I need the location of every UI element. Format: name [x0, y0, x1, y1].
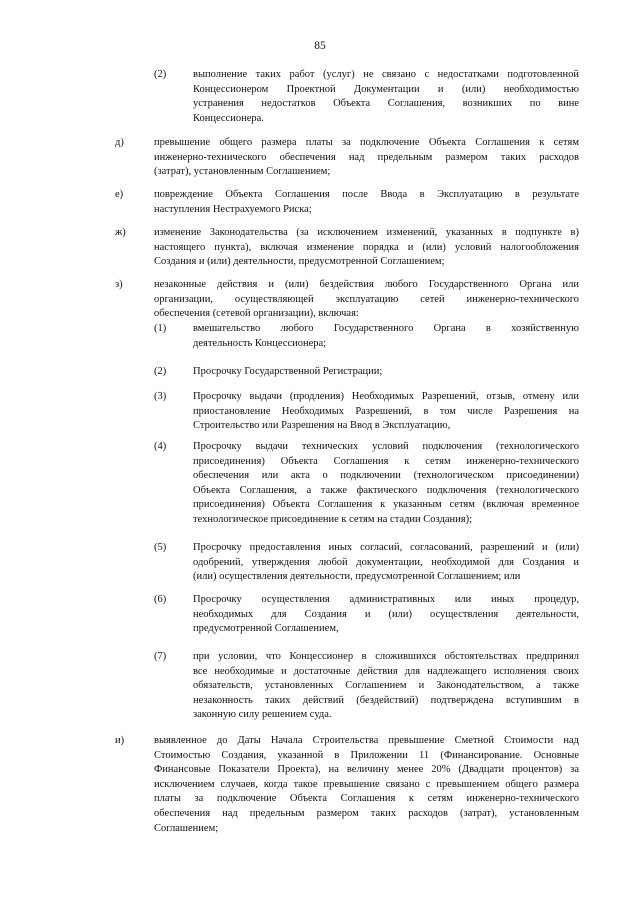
text-line: обеспечения или акта о подключении (технологическом присоединении)	[193, 470, 579, 482]
text-line: Соглашением;	[154, 822, 219, 834]
list-item-text	[154, 278, 579, 322]
list-item-marker: (5)	[154, 542, 167, 553]
list-item-marker: ж)	[115, 227, 126, 238]
text-line: обеспечения (сетевой организации), включая:	[154, 308, 359, 320]
page-number: 85	[314, 40, 326, 52]
text-line: настоящего пункта), включая изменение порядка и (или) условий налогообложения	[154, 241, 579, 253]
text-line: инженерно-технического обеспечения над предельным размером таких расходов	[154, 151, 579, 163]
text-line: деятельность Концессионера;	[193, 337, 327, 349]
text-line: наступления Нестрахуемого Риска;	[154, 203, 312, 215]
text-line: организации, осуществляющей эксплуатацию сетей инженерно-технического	[154, 293, 579, 305]
text-line: Просрочку предоставления иных согласий, согласований, разрешений и (или)	[193, 542, 579, 553]
text-line: законную силу решением суда.	[193, 709, 332, 721]
text-line: предусмотренной Соглашением,	[193, 623, 339, 635]
text-line: обязательств, установленных Соглашением и Законодательством, а также	[193, 680, 579, 692]
text-line: все необходимые и достаточные действия для надлежащего исполнения своих	[193, 665, 579, 677]
list-item-text	[193, 541, 579, 585]
text-line: Строительство или Разрешения на Ввод в Эксплуатацию,	[193, 420, 451, 432]
text-line: платы за подключение Объекта Соглашения к сетям инженерно-технического	[154, 793, 579, 805]
text-line: Создания и (или) деятельности, предусмотренной Соглашением;	[154, 256, 445, 268]
list-item-text	[154, 136, 579, 180]
list-item-text	[193, 68, 579, 126]
text-line: одобрений, утверждения любой документации, необходимой для Создания и	[193, 556, 579, 568]
text-line: (затрат), установленным Соглашением;	[154, 166, 331, 178]
list-item-marker: (7)	[154, 651, 167, 662]
list-item-text	[193, 365, 579, 380]
text-line: незаконность таких действий (бездействий) подтверждена вступившим в	[193, 694, 579, 706]
text-line: Стоимостью Создания, указанной в Приложении 11 (Финансирование. Основные	[154, 749, 579, 761]
text-line: незаконные действия и (или) бездействия любого Государственного Органа или	[154, 279, 579, 290]
list-item-text	[193, 650, 579, 723]
list-item-text	[193, 322, 579, 351]
list-item-text	[154, 188, 579, 217]
list-item-marker: (2)	[154, 69, 167, 80]
list-item-marker: (6)	[154, 594, 167, 605]
text-line: присоединения) Объекта Соглашения к сетям инженерно-технического	[193, 455, 579, 467]
list-item-marker: и)	[115, 735, 125, 746]
list-item-text	[193, 390, 579, 434]
list-item-marker: д)	[115, 137, 124, 148]
text-line: при условии, что Концессионер в сложившихся обстоятельствах предпринял	[193, 651, 579, 662]
list-item-marker: (1)	[154, 323, 167, 334]
text-line: Финансовые Показатели Проекта), на величину менее 20% (Двадцати процентов) за	[154, 764, 579, 776]
text-line: Просрочку осуществления административных или иных процедур,	[193, 594, 579, 605]
text-line: Просрочку выдачи технических условий подключения (технологического	[193, 441, 579, 452]
text-line: приостановление Необходимых Разрешений, в том числе Разрешения на	[193, 405, 579, 417]
list-item-marker: (3)	[154, 391, 167, 402]
text-line: повреждение Объекта Соглашения после Ввода в Эксплуатацию в результате	[154, 189, 579, 200]
list-item-marker: (2)	[154, 366, 167, 377]
list-item-marker: з)	[115, 279, 123, 290]
text-line: (или) осуществления деятельности, предусмотренной Соглашением; или	[193, 571, 521, 583]
text-line: присоединения) Объекта Соглашения к указанным сетям (включая временное	[193, 499, 579, 511]
text-line: выявленное до Даты Начала Строительства превышение Сметной Стоимости над	[154, 735, 579, 746]
text-line: выполнение таких работ (услуг) не связано с недостатками подготовленной	[193, 69, 579, 80]
text-line: устранения недостатков Объекта Соглашения, возникших по вине	[193, 98, 579, 110]
text-line: Просрочку выдачи (продления) Необходимых Разрешений, отзыв, отмену или	[193, 391, 579, 402]
text-line: Просрочку Государственной Регистрации;	[193, 366, 383, 377]
text-line: вмешательство любого Государственного Органа в хозяйственную	[193, 323, 579, 334]
text-line: обеспечения над предельным размером таких расходов (затрат), установленным	[154, 807, 579, 819]
text-line: необходимых для Создания и (или) осуществления деятельности,	[193, 608, 579, 620]
text-line: превышение общего размера платы за подключение Объекта Соглашения к сетям	[154, 137, 579, 148]
text-line: Объекта Соглашения, а также фактического подключения (технологического	[193, 484, 579, 496]
list-item-text	[154, 226, 579, 270]
text-line: технологическое присоединение к сетям на стадии Создания);	[193, 513, 472, 525]
text-line: изменение Законодательства (за исключением изменений, указанных в подпункте в)	[154, 227, 579, 238]
list-item-text	[193, 440, 579, 528]
list-item-marker: е)	[115, 189, 124, 200]
text-line: Концессионера.	[193, 112, 264, 124]
text-line: исключением случаев, когда такое превышение связано с превышением общего размера	[154, 778, 579, 790]
list-item-text	[154, 734, 579, 836]
text-line: Концессионером Проектной Документации и (или) необходимостью	[193, 83, 579, 95]
list-item-marker: (4)	[154, 441, 167, 452]
list-item-text	[193, 593, 579, 637]
